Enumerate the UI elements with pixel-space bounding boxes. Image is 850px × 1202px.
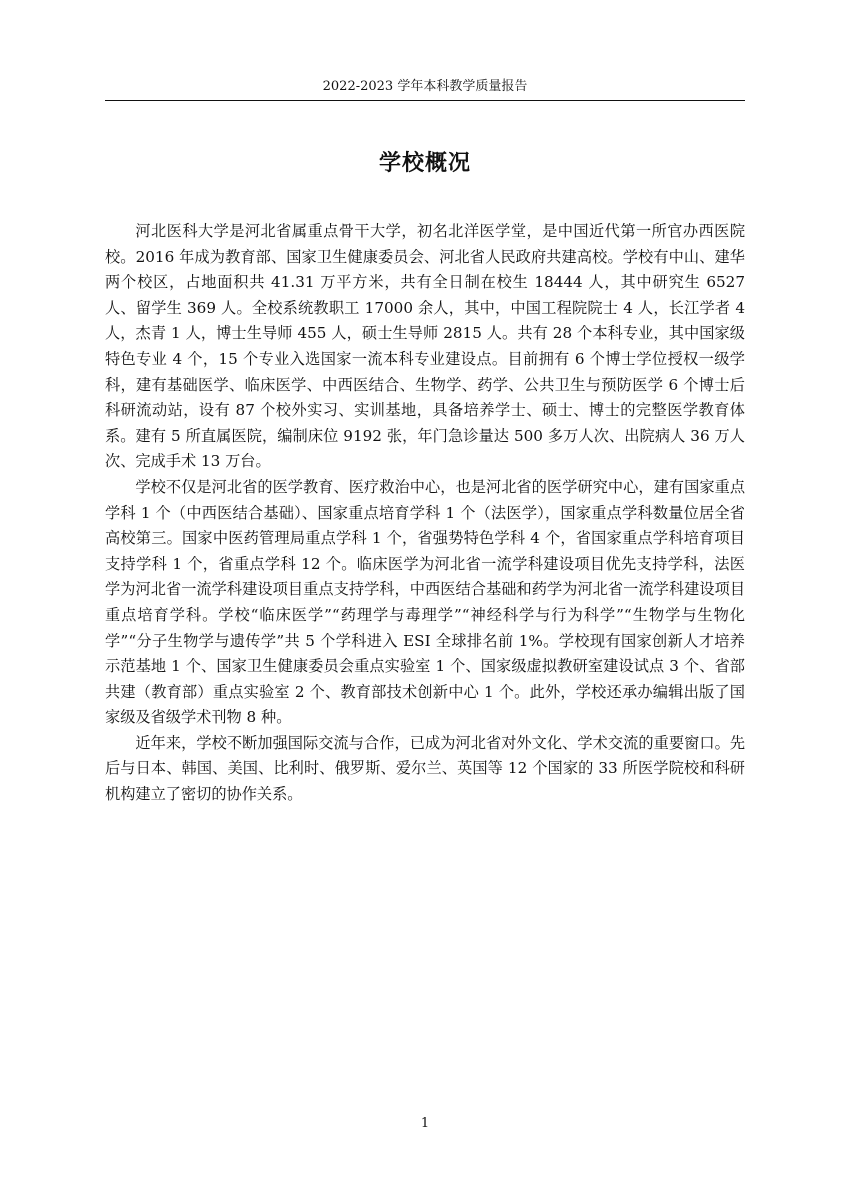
page-title: 学校概况 — [378, 151, 471, 176]
paragraph-research: 学校不仅是河北省的医学教育、医疗救治中心，也是河北省的医学研究中心，建有国家重点学科 1 个（中西医结合基础）、国家重点培育学科 1 个（法医学），国家重点学科数量位居全省高校第三。国家中医药管理局重点学科 1 个，省强势特色学科 4 个，省国家重点学科培育项目支持学科 1 个，省重点学科 12 个。临床医学为河北省一流学科建设项目优先支持学科，法医学为河北省一流学科建设项目重点支持学科，中西医结合基础和药学为河北省一流学科建设项目重点培育学科。学校“临床医学”“药理学与毒理学”“神经科学与行为科学”“生物学与生物化学”“分子生物学与遗传学”共 5 个学科进入 ESI 全球排名前 1%。学校现有国家创新人才培养示范基地 1 个、国家卫生健康委员会重点实验室 1 个、国家级虚拟教研室建设试点 3 个、省部共建（教育部）重点实验室 2 个、教育部技术创新中心 1 个。此外，学校还承办编辑出版了国家级及省级学术刊物 8 种。 — [105, 477, 745, 727]
running-header: 2022-2023 学年本科教学质量报告 — [322, 79, 528, 94]
paragraph-overview: 河北医科大学是河北省属重点骨干大学，初名北洋医学堂，是中国近代第一所官办西医院校。2016 年成为教育部、国家卫生健康委员会、河北省人民政府共建高校。学校有中山、建华两个校区，占地面积共 41.31 万平方米，共有全日制在校生 18444 人，其中研究生 6527 人、留学生 369 人。全校系统教职工 17000 余人，其中，中国工程院院士 4 人，长江学者 4 人，杰青 1 人，博士生导师 455 人，硕士生导师 2815 人。共有 28 个本科专业，其中国家级特色专业 4 个，15 个专业入选国家一流本科专业建设点。目前拥有 6 个博士学位授权一级学科，建有基础医学、临床医学、中西医结合、生物学、药学、公共卫生与预防医学 6 个博士后科研流动站，设有 87 个校外实习、实训基地，具备培养学士、硕士、博士的完整医学教育体系。建有 5 所直属医院，编制床位 9192 张，年门急诊量达 500 多万人次、出院病人 36 万人次、完成手术 13 万台。 — [105, 222, 745, 471]
header-divider — [105, 100, 745, 101]
page-number: 1 — [420, 1116, 430, 1131]
body-text — [105, 219, 745, 808]
paragraph-international: 近年来，学校不断加强国际交流与合作，已成为河北省对外文化、学术交流的重要窗口。先后与日本、韩国、美国、比利时、俄罗斯、爱尔兰、英国等 12 个国家的 33 所医学院校和科研机构建立了密切的协作关系。 — [105, 733, 745, 804]
